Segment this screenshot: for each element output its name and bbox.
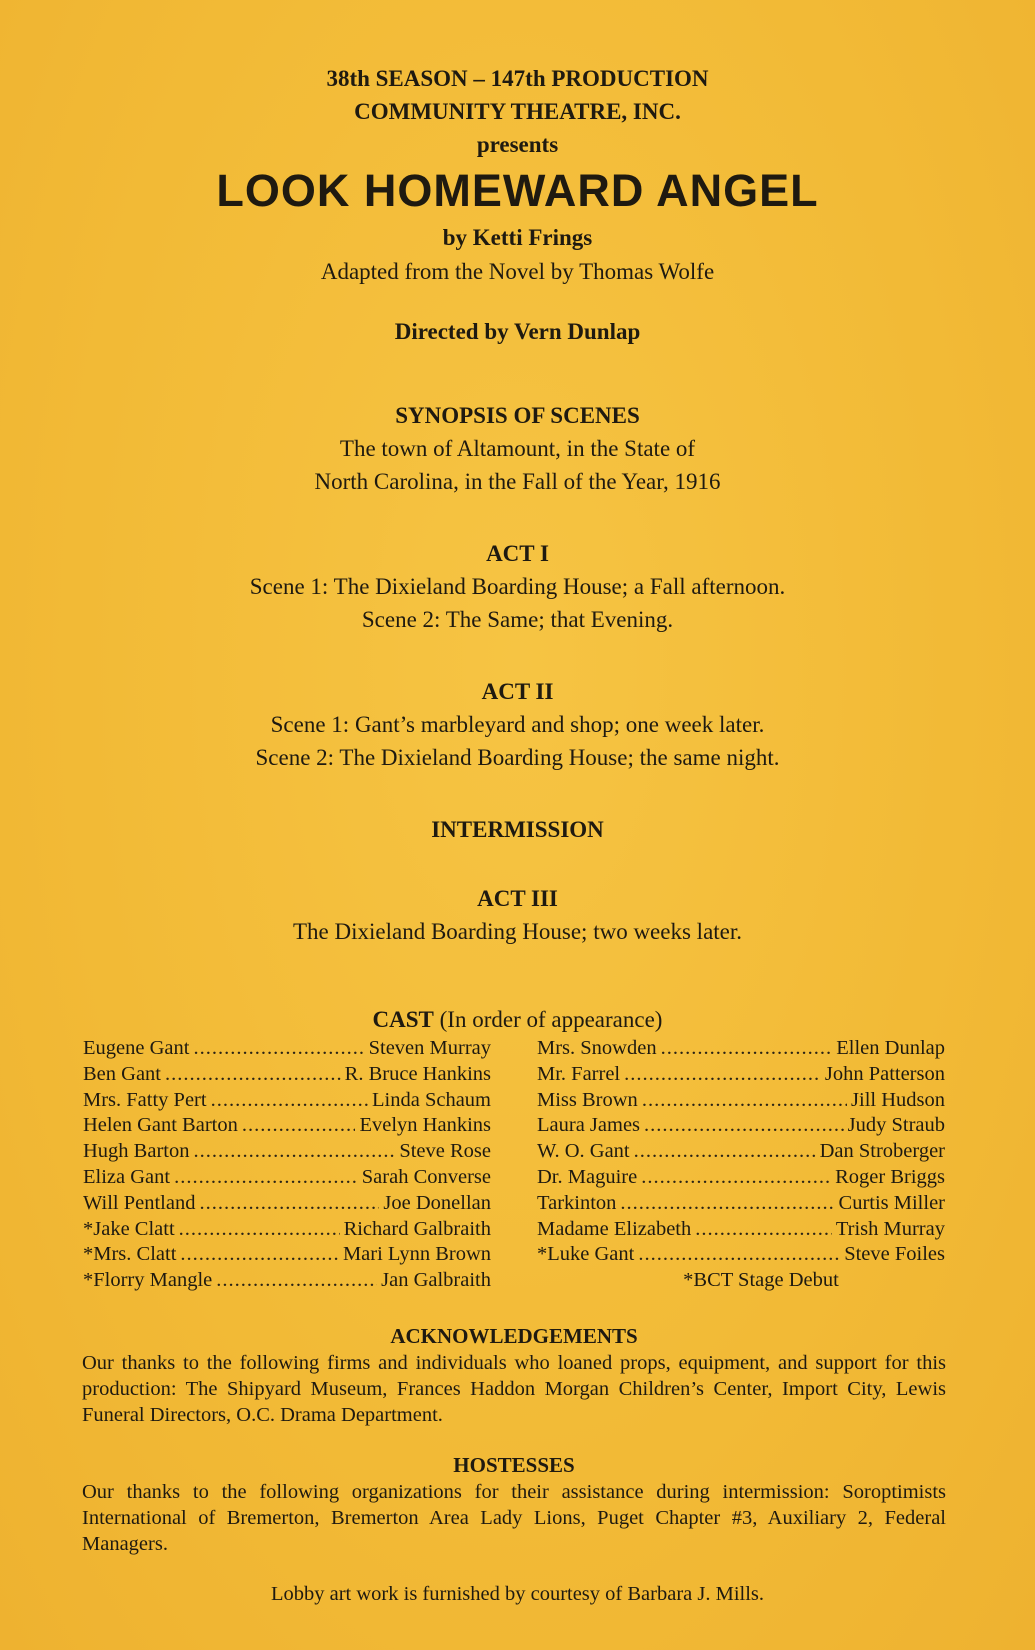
cast-row xyxy=(83,1217,491,1243)
presents-line: presents xyxy=(476,132,559,157)
cast-actor: Steven Murray xyxy=(368,1037,491,1059)
cast-actor: Richard Galbraith xyxy=(343,1217,491,1240)
cast-actor: Linda Schaum xyxy=(372,1088,491,1111)
act-2-section xyxy=(0,676,1035,774)
cast-row xyxy=(537,1088,945,1114)
cast-actor: Dan Stroberger xyxy=(819,1140,945,1163)
cast-role: Dr. Maguire xyxy=(537,1165,638,1188)
act-1-heading: ACT I xyxy=(486,541,549,566)
cast-actor: Steve Foiles xyxy=(844,1243,945,1266)
cast-actor: Jill Hudson xyxy=(851,1088,945,1111)
cast-row xyxy=(537,1242,945,1268)
act-2-heading: ACT II xyxy=(481,679,554,704)
act-1-scene-2: Scene 2: The Same; that Evening. xyxy=(361,607,674,632)
cast-actor: John Patterson xyxy=(824,1062,945,1085)
cast-actor: Jan Galbraith xyxy=(381,1269,491,1292)
acknowledgements-text: Our thanks to the following firms and individuals who loaned props, equipment, and support for this production: The Shipyard Museum, Frances Haddon Morgan Children’s Center, Import City, Lewis Funeral Directors, O.C. Drama Department. xyxy=(82,1352,946,1426)
act-2-scene-2: Scene 2: The Dixieland Boarding House; the same night. xyxy=(255,745,780,770)
cast-row xyxy=(537,1113,945,1139)
lobby-section xyxy=(0,1581,1035,1607)
cast-role: Mrs. Fatty Pert xyxy=(83,1088,207,1111)
act-2-scene-1: Scene 1: Gant’s marbleyard and shop; one week later. xyxy=(270,712,765,737)
program-header xyxy=(0,62,1035,349)
company-name: COMMUNITY THEATRE, INC. xyxy=(354,99,681,124)
adaptation-line: Adapted from the Novel by Thomas Wolfe xyxy=(320,259,715,284)
cast-row xyxy=(83,1139,491,1165)
cast-role: Ben Gant xyxy=(83,1062,161,1085)
cast-role: Mrs. Snowden xyxy=(537,1037,657,1059)
cast-row xyxy=(537,1217,945,1243)
cast-actor: Judy Straub xyxy=(847,1114,945,1137)
cast-role: Tarkinton xyxy=(537,1191,617,1214)
cast-actor: Curtis Miller xyxy=(838,1191,945,1214)
cast-list xyxy=(83,1036,945,1294)
cast-subheading: (In order of appearance) xyxy=(439,1007,663,1032)
cast-role: Madame Elizabeth xyxy=(537,1217,692,1240)
synopsis-heading: SYNOPSIS OF SCENES xyxy=(395,403,640,428)
cast-row xyxy=(83,1191,491,1217)
cast-role: Helen Gant Barton xyxy=(83,1114,238,1137)
intermission-heading: INTERMISSION xyxy=(431,817,604,842)
cast-row xyxy=(83,1165,491,1191)
cast-role: Eugene Gant xyxy=(83,1037,190,1059)
cast-role: Mr. Farrel xyxy=(537,1062,621,1085)
cast-actor: Steve Rose xyxy=(399,1140,491,1163)
hostesses-text: Our thanks to the following organizations for their assistance during intermission: Soroptimists International of Bremerton, Bremerton Area Lady Lions, Puget Chapter #3, Auxiliary 2, Federal Managers. xyxy=(82,1481,946,1555)
cast-role: *Jake Clatt xyxy=(83,1217,175,1240)
synopsis-line-1: The town of Altamount, in the State of xyxy=(339,436,696,461)
act-3-section xyxy=(0,883,1035,948)
cast-heading-line xyxy=(0,1005,1035,1035)
cast-role: *Luke Gant xyxy=(537,1243,635,1266)
act-3-scene: The Dixieland Boarding House; two weeks later. xyxy=(292,919,743,944)
cast-column-right xyxy=(537,1036,945,1294)
cast-actor: Roger Briggs xyxy=(835,1165,945,1188)
cast-role: Laura James xyxy=(537,1114,641,1137)
cast-row xyxy=(83,1062,491,1088)
cast-actor: Evelyn Hankins xyxy=(359,1114,491,1137)
cast-row xyxy=(537,1191,945,1217)
act-1-section xyxy=(0,538,1035,636)
cast-actor: Sarah Converse xyxy=(361,1165,491,1188)
cast-row xyxy=(537,1062,945,1088)
acknowledgements-section xyxy=(82,1322,946,1428)
cast-role: Hugh Barton xyxy=(83,1140,190,1163)
play-title: LOOK HOMEWARD ANGEL xyxy=(216,165,819,216)
hostesses-section xyxy=(82,1451,946,1557)
synopsis-line-2: North Carolina, in the Fall of the Year, 1916 xyxy=(314,469,721,494)
cast-role: Will Pentland xyxy=(83,1191,196,1214)
cast-column-left xyxy=(83,1036,491,1294)
cast-actor: Mari Lynn Brown xyxy=(342,1243,491,1266)
cast-row xyxy=(83,1036,491,1062)
stage-debut-note: *BCT Stage Debut xyxy=(683,1269,839,1292)
cast-row xyxy=(83,1113,491,1139)
synopsis-section xyxy=(0,400,1035,498)
cast-role: *Florry Mangle xyxy=(83,1269,213,1292)
act-3-heading: ACT III xyxy=(477,886,558,911)
act-1-scene-1: Scene 1: The Dixieland Boarding House; a Fall afternoon. xyxy=(249,574,786,599)
lobby-credit: Lobby art work is furnished by courtesy of Barbara J. Mills. xyxy=(270,1583,765,1605)
acknowledgements-heading: ACKNOWLEDGEMENTS xyxy=(390,1324,638,1348)
hostesses-heading: HOSTESSES xyxy=(453,1453,575,1477)
cast-role: *Mrs. Clatt xyxy=(83,1243,177,1266)
cast-actor: Joe Donellan xyxy=(383,1191,491,1214)
cast-row xyxy=(537,1139,945,1165)
intermission-section xyxy=(0,814,1035,846)
cast-role: Eliza Gant xyxy=(83,1165,171,1188)
cast-actor: R. Bruce Hankins xyxy=(344,1062,491,1085)
cast-row xyxy=(83,1268,491,1294)
season-line: 38th SEASON – 147th PRODUCTION xyxy=(326,66,709,91)
cast-row xyxy=(83,1242,491,1268)
cast-row xyxy=(83,1088,491,1114)
cast-role: Miss Brown xyxy=(537,1088,638,1111)
cast-row xyxy=(537,1036,945,1062)
cast-role: W. O. Gant xyxy=(537,1140,630,1163)
cast-actor: Ellen Dunlap xyxy=(836,1037,945,1059)
cast-heading: CAST xyxy=(372,1007,434,1032)
playwright-line: by Ketti Frings xyxy=(442,225,593,250)
cast-row xyxy=(537,1165,945,1191)
director-line: Directed by Vern Dunlap xyxy=(394,319,641,344)
cast-actor: Trish Murray xyxy=(835,1217,945,1240)
